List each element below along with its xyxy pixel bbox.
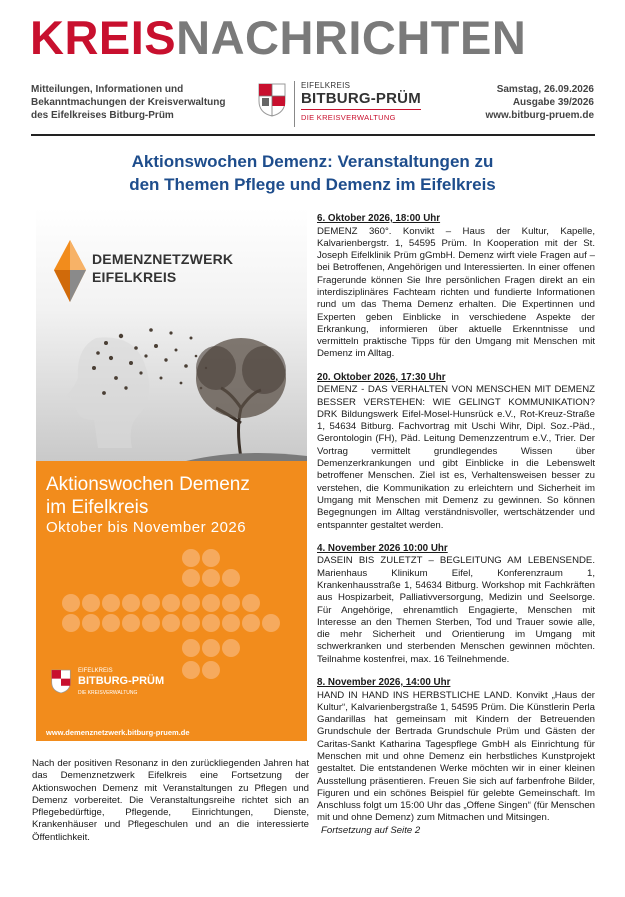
- poster-subtitle: Oktober bis November 2026: [46, 519, 247, 536]
- issue-number: Ausgabe 39/2026: [512, 97, 594, 108]
- event-date: 20. Oktober 2026, 17:30 Uhr: [317, 371, 446, 383]
- poster-title: [46, 473, 306, 519]
- header-right: [485, 83, 594, 122]
- event-description: DEMENZ - DAS VERHALTEN VON MENSCHEN MIT DEMENZ BESSER VERSTEHEN: WIE GELINGT KOMMUNIKATION? DRK Bildungswerk Eifel-Mosel-Hunsrück e.V., Rot-Kreuz-Straße 1, 54634 Bitburg. Fachvortrag mit Uschi Wihr, Dipl. Soz.-Päd., Gerontologin (FH), Päd. Leitung Demenzzentrum e.V., Trier. Der Vortrag vermittelt grundlegendes Wissen über Demenzerkrankungen und gibt Einblicke in die Lebenswelt betroffener Menschen. Ziel ist es, Verhaltensweisen besser zu verstehen, die Kommunikation zu erleichtern und Sicherheit im Umgang mit Menschen mit Demenz zu gewinnen. So können Begegnungen im Alltag verständnisvoller, wertschätzender und entspannter gestaltet werden.: [317, 384, 595, 531]
- event-date: 8. November 2026, 14:00 Uhr: [317, 677, 451, 688]
- website-link[interactable]: www.bitburg-pruem.de: [485, 110, 594, 121]
- header-rule: [31, 134, 595, 136]
- issue-date: Samstag, 26.09.2026: [496, 84, 594, 95]
- header-left: [31, 83, 246, 122]
- masthead-part1: KREIS: [30, 11, 177, 64]
- coat-of-arms-icon: [258, 83, 286, 117]
- poster-logo-big: BITBURG-PRÜM: [78, 675, 165, 687]
- masthead: [30, 11, 527, 64]
- event-description: DEMENZ 360°. Konvikt – Haus der Kultur, Kapelle, Kalvarienbergstr. 1, 54595 Prüm. In Kooperation mit der St. Joseph Eifelklinik Prüm gGmbH. Demenz wirft viele Fragen auf – bei Betroffenen, Angehörigen und Interessierten. In einer offenen Fragerunde können Sie Ihre persönlichen Fragen direkt an ein interdisziplinäres Fachteam richten und fundierte Informationen rund um das Thema Demenz erhalten. Die Expertinnen und Experten geben Einblicke in verschiedene Aspekte der Erkrankung, informieren über aktuelle Erkenntnisse und vermitteln praktische Tipps für den Umgang mit Menschen mit Demenz im Alltag.: [317, 225, 595, 360]
- intro-paragraph: Nach der positiven Resonanz in den zurückliegenden Jahren hat das Demenznetzwerk Eifelkreis eine Fortsetzung der Aktionswochen Demenz mit Veranstaltungen zu Pflegen und Demenz vorbereitet. Die Veranstaltungsreihe richtet sich an Pflegebedürftige, Pflegende, Einrichtungen, Dienste, Krankenhäuser und Pflegeschulen und an die interessierte Öffentlichkeit.: [32, 758, 309, 843]
- header-left-line: Mitteilungen, Informationen und: [31, 84, 184, 95]
- poster-logo-sub: DIE KREISVERWALTUNG: [78, 690, 138, 696]
- header-left-line: des Eifelkreises Bitburg-Prüm: [31, 110, 174, 121]
- poster-title-line1: Aktionswochen Demenz: [46, 474, 250, 495]
- masthead-part2: NACHRICHTEN: [176, 11, 527, 64]
- event-description: DASEIN BIS ZULETZT – BEGLEITUNG AM LEBENSENDE. Marienhaus Klinikum Eifel, Konferenzraum 1, Krankenhausstraße 1, 54634 Bitburg. Workshop mit Fachkräften aus Hospizarbeit, Palliativversorgung, Medizin und Seelsorge. Für Angehörige, ehrenamtlich Engagierte, Menschen mit Interesse an den Themen Sterben, Tod und Trauer sowie alle, die mehr Sicherheit und Orientierung im Umgang mit schwerkranken und sterbenden Menschen gewinnen möchten. Teilnahme kostenfrei, max. 16 Teilnehmende.: [317, 555, 595, 665]
- event-poster: [36, 208, 307, 741]
- logo-red-line: [301, 109, 421, 110]
- event-date: 4. November 2026 10:00 Uhr: [317, 542, 448, 554]
- event-date: 6. Oktober 2026, 18:00 Uhr: [317, 213, 441, 224]
- head-tree-illustration-icon: [36, 308, 307, 461]
- headline-line: den Themen Pflege und Demenz im Eifelkreis: [129, 175, 496, 194]
- poster-district-logo: [45, 663, 245, 699]
- events-column: [317, 213, 595, 837]
- poster-title-line2: im Eifelkreis: [46, 497, 149, 518]
- article-headline: [60, 150, 565, 196]
- logo-divider: [294, 81, 295, 127]
- poster-logo-small: EIFELKREIS: [78, 668, 113, 674]
- poster-brand-line2: EIFELKREIS: [92, 269, 177, 285]
- poster-url[interactable]: www.demenznetzwerk.bitburg-pruem.de: [46, 728, 190, 737]
- logo-small-text: EIFELKREIS: [301, 81, 351, 90]
- event-description: HAND IN HAND INS HERBSTLICHE LAND. Konvikt „Haus der Kultur“, Kalvarienbergstraße 1, 54595 Prüm. Die Künstlerin Perla Gandarillas hat gemeinsam mit Kindern der Betreuenden Grundschule der Bertrada Grundschule Prüm und Gästen der Caritas-Sankt Katharina Tagespflege GmbH als Einrichtung für Menschen mit und ohne Demenz ein herbstliches Kunstprojekt gestaltet. Die entstandenen Werke möchten wir in einer kleinen Ausstellung präsentieren. Freuen Sie sich auf farbenfrohe Bilder, Figuren und ein schönes Beispiel für gelebte Gemeinschaft. Im Anschluss folgt um 15:00 Uhr das „Offene Singen“ (für Menschen mit und ohne Demenz) zum Mitmachen und Mitsingen.: [317, 689, 595, 824]
- header-left-line: Bekanntmachungen der Kreisverwaltung: [31, 97, 226, 108]
- poster-brand-line1: DEMENZNETZWERK: [92, 251, 234, 267]
- continued-note: Fortsetzung auf Seite 2: [321, 824, 421, 836]
- coat-of-arms-icon: [51, 669, 71, 694]
- logo-sub-text: DIE KREISVERWALTUNG: [301, 113, 396, 122]
- headline-line: Aktionswochen Demenz: Veranstaltungen zu: [131, 152, 494, 171]
- logo-big-text: BITBURG-PRÜM: [301, 90, 421, 107]
- district-logo: [258, 81, 428, 129]
- network-logo-icon: [52, 240, 88, 302]
